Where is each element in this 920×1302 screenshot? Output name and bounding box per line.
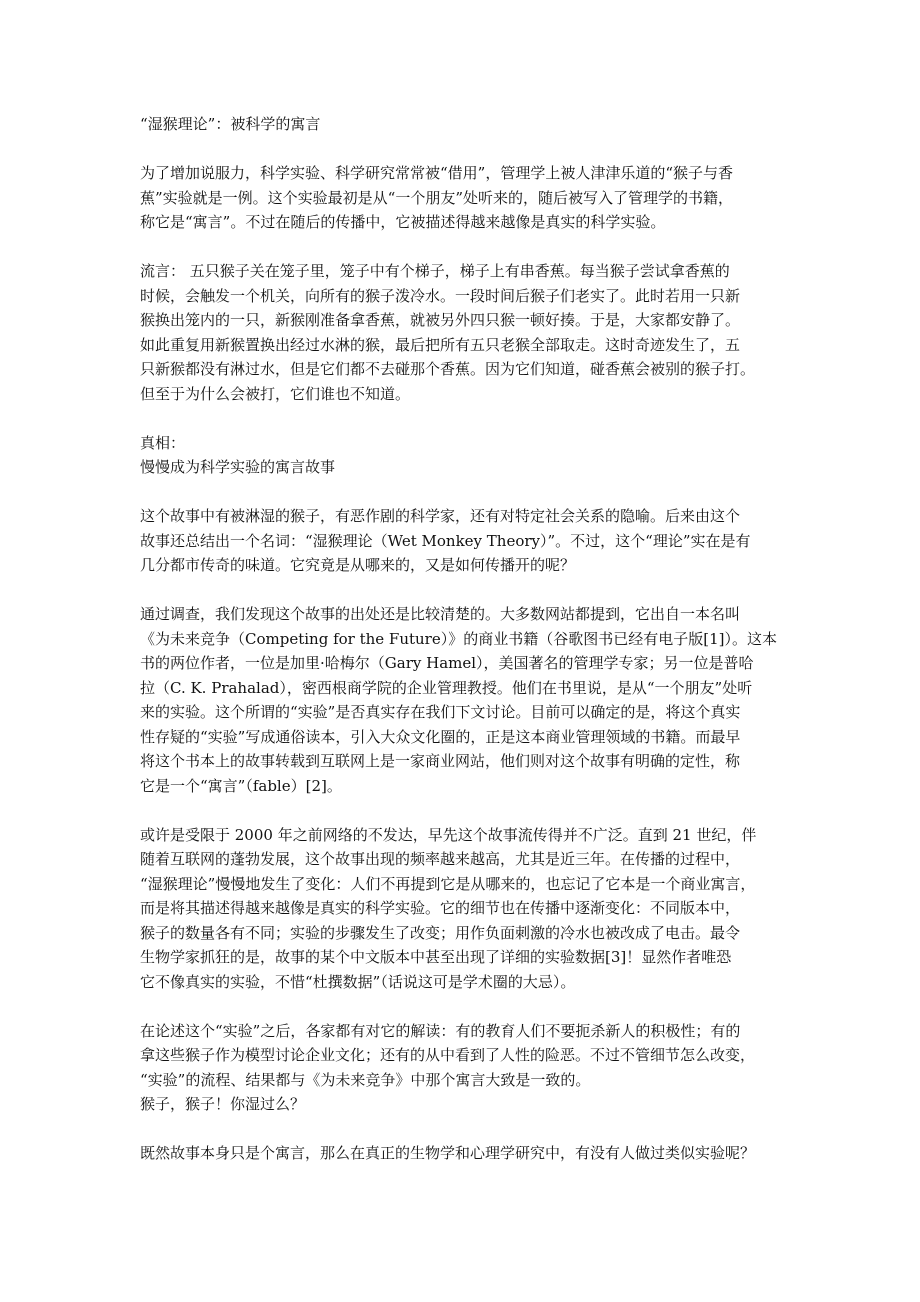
paragraph-line: 它不像真实的实验，不惜“杜撰数据”（话说这可是学术圈的大忌）。: [140, 972, 576, 991]
paragraph-line: 称它是“寓言”。不过在随后的传播中，它被描述得越来越像是真实的科学实验。: [140, 213, 666, 231]
paragraph-line: 蕉”实验就是一例。这个实验最初是从“一个朋友”处听来的，随后被写入了管理学的书籍，: [140, 188, 734, 207]
paragraph-line: 几分都市传奇的味道。它究竟是从哪来的，又是如何传播开的呢？: [140, 556, 576, 574]
paragraph-line: 在论述这个“实验”之后，各家都有对它的解读：有的教育人们不要扼杀新人的积极性；有的: [140, 1021, 741, 1040]
paragraph-8: [140, 1141, 782, 1166]
document-body: [140, 161, 782, 1166]
paragraph-line: 性存疑的“实验”写成通俗读本，引入大众文化圈的，正是这本商业管理领域的书籍。而最早: [140, 727, 741, 746]
title-line: “湿猴理论”：被科学的寓言: [140, 115, 321, 133]
paragraph-line: 《为未来竞争（Competing for the Future）》的商业书籍（谷歌图书已经有电子版[1]）。这本: [140, 629, 777, 648]
paragraph-2: [140, 259, 782, 406]
paragraph-line: 流言： 五只猴子关在笼子里，笼子中有个梯子，梯子上有串香蕉。每当猴子尝试拿香蕉的: [140, 262, 730, 280]
paragraph-line: 时候，会触发一个机关，向所有的猴子泼冷水。一段时间后猴子们老实了。此时若用一只新: [140, 286, 741, 305]
paragraph-line: 如此重复用新猴置换出经过水淋的猴，最后把所有五只老猴全部取走。这时奇迹发生了，五: [140, 335, 741, 354]
paragraph-line: 它是一个“寓言”（fable）[2]。: [140, 776, 342, 795]
paragraph-line: 真相：: [140, 433, 186, 452]
paragraph-line: 而是将其描述得越来越像是真实的科学实验。它的细节也在传播中逐渐变化：不同版本中，: [140, 899, 741, 917]
document-title: [140, 112, 782, 137]
paragraph-line: 或许是受限于 2000 年之前网络的不发达，早先这个故事流传得并不广泛。直到 21 世纪，伴: [140, 825, 757, 844]
paragraph-line: 随着互联网的蓬勃发展，这个故事出现的频率越来越高，尤其是近三年。在传播的过程中，: [140, 850, 741, 868]
paragraph-line: 为了增加说服力，科学实验、科学研究常常被“借用”，管理学上被人津津乐道的“猴子与香: [140, 164, 734, 182]
document-page: [140, 112, 782, 1190]
paragraph-5: [140, 602, 782, 798]
paragraph-line: 书的两位作者，一位是加里·哈梅尔（Gary Hamel），美国著名的管理学专家；另一位是普哈: [140, 654, 754, 672]
paragraph-line: 这个故事中有被淋湿的猴子，有恶作剧的科学家，还有对特定社会关系的隐喻。后来由这个: [140, 507, 741, 525]
paragraph-line: 但至于为什么会被打，它们谁也不知道。: [140, 384, 411, 403]
paragraph-line: 猴子，猴子！你湿过么？: [140, 1095, 306, 1113]
paragraph-3: [140, 431, 782, 480]
paragraph-line: 拉（C. K. Prahalad），密西根商学院的企业管理教授。他们在书里说，是从“一个朋友”处听: [140, 678, 753, 697]
paragraph-7: [140, 1019, 782, 1117]
paragraph-line: “湿猴理论”慢慢地发生了变化：人们不再提到它是从哪来的，也忘记了它本是一个商业寓言，: [140, 874, 756, 893]
paragraph-line: 生物学家抓狂的是，故事的某个中文版本中甚至出现了详细的实验数据[3]！显然作者唯恐: [140, 948, 732, 966]
paragraph-4: [140, 504, 782, 578]
paragraph-line: 慢慢成为科学实验的寓言故事: [140, 458, 336, 476]
paragraph-line: 通过调查，我们发现这个故事的出处还是比较清楚的。大多数网站都提到，它出自一本名叫: [140, 605, 741, 623]
paragraph-line: 猴换出笼内的一只，新猴刚准备拿香蕉，就被另外四只猴一顿好揍。于是，大家都安静了。: [140, 311, 741, 329]
paragraph-line: “实验”的流程、结果都与《为未来竞争》中那个寓言大致是一致的。: [140, 1070, 591, 1089]
paragraph-line: 猴子的数量各有不同；实验的步骤发生了改变；用作负面刺激的冷水也被改成了电击。最令: [140, 923, 741, 942]
paragraph-line: 拿这些猴子作为模型讨论企业文化；还有的从中看到了人性的险恶。不过不管细节怎么改变，: [140, 1046, 756, 1064]
paragraph-line: 只新猴都没有淋过水，但是它们都不去碰那个香蕉。因为它们知道，碰香蕉会被别的猴子打。: [140, 360, 756, 378]
paragraph-line: 既然故事本身只是个寓言，那么在真正的生物学和心理学研究中，有没有人做过类似实验呢？: [140, 1144, 756, 1162]
paragraph-line: 故事还总结出一个名词：“湿猴理论（Wet Monkey Theory）”。不过，这个“理论”实在是有: [140, 531, 751, 550]
paragraph-line: 将这个书本上的故事转载到互联网上是一家商业网站，他们则对这个故事有明确的定性，称: [140, 752, 741, 770]
paragraph-1: [140, 161, 782, 235]
paragraph-6: [140, 823, 782, 995]
paragraph-line: 来的实验。这个所谓的“实验”是否真实存在我们下文讨论。目前可以确定的是，将这个真实: [140, 703, 741, 721]
